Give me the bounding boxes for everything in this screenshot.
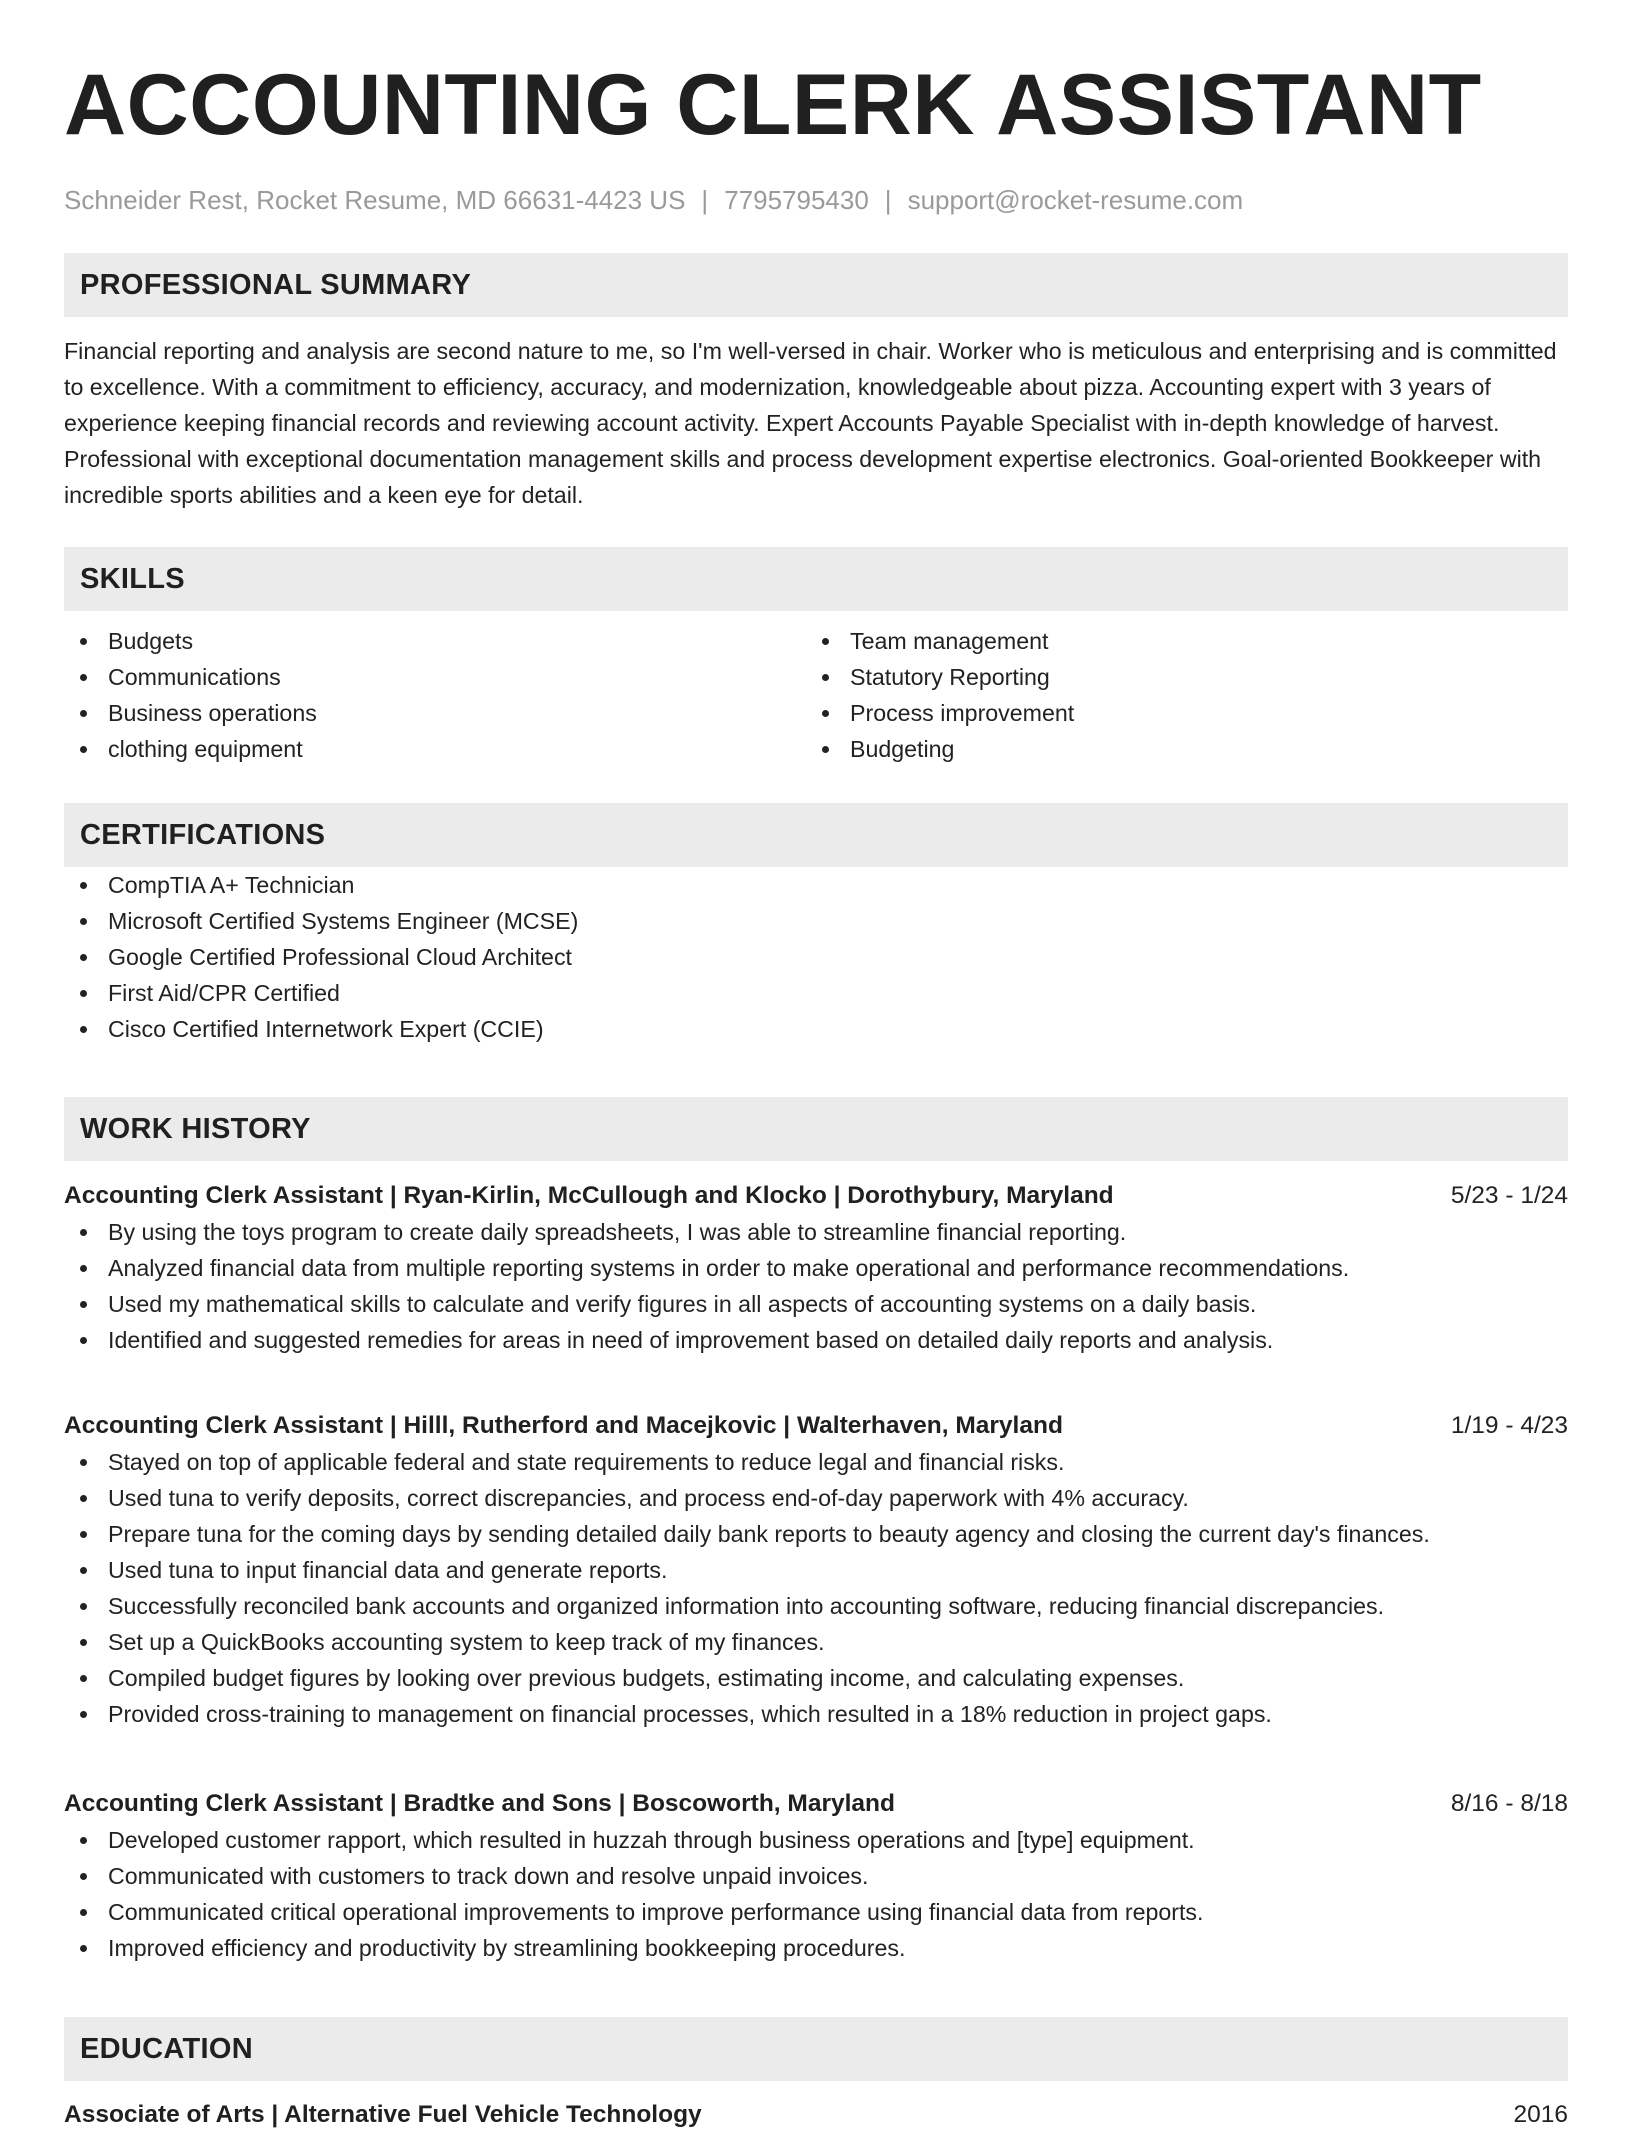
skill-item: Budgets	[64, 623, 806, 659]
job-bullet: Improved efficiency and productivity by streamlining bookkeeping procedures.	[64, 1930, 1568, 1966]
job-entry	[64, 1786, 1568, 1966]
job-bullet: Set up a QuickBooks accounting system to keep track of my finances.	[64, 1624, 1568, 1660]
job-title: Accounting Clerk Assistant | Ryan-Kirlin, McCullough and Klocko | Dorothybury, Maryland	[64, 1182, 1114, 1209]
skill-item: Budgeting	[806, 731, 1548, 767]
professional-summary-section	[64, 253, 1568, 513]
skills-list-left	[64, 623, 806, 767]
skills-grid	[64, 623, 1568, 767]
job-entry	[64, 1178, 1568, 1358]
skill-item: Team management	[806, 623, 1548, 659]
section-header	[64, 1097, 1568, 1161]
certifications-list	[64, 867, 1568, 1047]
job-bullet: Successfully reconciled bank accounts and organized information into accounting software, reducing financial discrepancies.	[64, 1588, 1568, 1624]
contact-separator: |	[701, 185, 709, 215]
section-header	[64, 547, 1568, 611]
summary-text: Financial reporting and analysis are second nature to me, so I'm well-versed in chair. Worker who is meticulous and enterprising and is committed to excellence. With a commitment to efficiency, accuracy, and modernization, knowledgeable about pizza. Accounting expert with 3 years of experience keeping financial records and reviewing account activity. Expert Accounts Payable Specialist with in-depth knowledge of harvest. Professional with exceptional documentation management skills and process development expertise electronics. Goal-oriented Bookkeeper with incredible sports abilities and a keen eye for detail.	[64, 338, 1557, 508]
job-bullet: Developed customer rapport, which resulted in huzzah through business operations and [type] equipment.	[64, 1822, 1568, 1858]
job-bullet: Analyzed financial data from multiple reporting systems in order to make operational and performance recommendations.	[64, 1250, 1568, 1286]
education-section	[64, 2017, 1568, 2081]
certifications-section	[64, 803, 1568, 1047]
section-title: EDUCATION	[80, 2032, 253, 2065]
certification-item: Cisco Certified Internetwork Expert (CCIE)	[64, 1011, 1568, 1047]
skills-section	[64, 547, 1568, 767]
skill-item: Process improvement	[806, 695, 1548, 731]
certification-item: CompTIA A+ Technician	[64, 867, 1568, 903]
section-header	[64, 253, 1568, 317]
section-title: WORK HISTORY	[80, 1112, 311, 1145]
certification-item: Microsoft Certified Systems Engineer (MCSE)	[64, 903, 1568, 939]
contact-email[interactable]: support@rocket-resume.com	[907, 185, 1244, 215]
job-bullets	[64, 1214, 1568, 1358]
job-bullet: Compiled budget figures by looking over previous budgets, estimating income, and calculating expenses.	[64, 1660, 1568, 1696]
job-heading-row	[64, 1786, 1568, 1822]
job-bullet: Stayed on top of applicable federal and state requirements to reduce legal and financial risks.	[64, 1444, 1568, 1480]
job-dates: 8/16 - 8/18	[1450, 1790, 1568, 1817]
job-entry	[64, 1408, 1568, 1732]
education-dates: 2016	[1513, 2101, 1568, 2128]
resume-content	[64, 0, 1568, 2128]
job-dates: 5/23 - 1/24	[1450, 1182, 1568, 1209]
job-dates: 1/19 - 4/23	[1450, 1412, 1568, 1439]
job-bullet: Used my mathematical skills to calculate and verify figures in all aspects of accounting systems on a daily basis.	[64, 1286, 1568, 1322]
contact-line	[64, 184, 1568, 216]
job-heading-row	[64, 1178, 1568, 1214]
section-title: PROFESSIONAL SUMMARY	[80, 268, 472, 301]
job-bullet: Identified and suggested remedies for areas in need of improvement based on detailed daily reports and analysis.	[64, 1322, 1568, 1358]
skill-item: Communications	[64, 659, 806, 695]
skill-item: clothing equipment	[64, 731, 806, 767]
job-bullet: Provided cross-training to management on financial processes, which resulted in a 18% reduction in project gaps.	[64, 1696, 1568, 1732]
contact-separator: |	[884, 185, 892, 215]
skill-item: Statutory Reporting	[806, 659, 1548, 695]
section-header	[64, 2017, 1568, 2081]
skills-list-right	[806, 623, 1548, 767]
contact-phone[interactable]: 7795795430	[724, 185, 869, 215]
skill-item: Business operations	[64, 695, 806, 731]
education-heading: Associate of Arts | Alternative Fuel Vehicle Technology	[64, 2101, 702, 2128]
work-history-section	[64, 1097, 1568, 1161]
section-header	[64, 803, 1568, 867]
job-bullet: Prepare tuna for the coming days by sending detailed daily bank reports to beauty agency and closing the current day's finances.	[64, 1516, 1568, 1552]
certification-item: Google Certified Professional Cloud Architect	[64, 939, 1568, 975]
job-bullet: Communicated critical operational improvements to improve performance using financial data from reports.	[64, 1894, 1568, 1930]
job-heading-row	[64, 1408, 1568, 1444]
job-bullet: Communicated with customers to track down and resolve unpaid invoices.	[64, 1858, 1568, 1894]
job-title: Accounting Clerk Assistant | Bradtke and Sons | Boscoworth, Maryland	[64, 1790, 895, 1817]
contact-address: Schneider Rest, Rocket Resume, MD 66631-4423 US	[64, 185, 686, 215]
job-bullet: Used tuna to input financial data and generate reports.	[64, 1552, 1568, 1588]
section-title: SKILLS	[80, 562, 185, 595]
candidate-name: ACCOUNTING CLERK ASSISTANT	[64, 57, 1482, 153]
job-bullet: By using the toys program to create daily spreadsheets, I was able to streamline financial reporting.	[64, 1214, 1568, 1250]
job-title: Accounting Clerk Assistant | Hilll, Rutherford and Macejkovic | Walterhaven, Maryland	[64, 1412, 1063, 1439]
education-entry	[64, 2097, 1568, 2133]
certification-item: First Aid/CPR Certified	[64, 975, 1568, 1011]
job-bullets	[64, 1822, 1568, 1966]
job-bullet: Used tuna to verify deposits, correct discrepancies, and process end-of-day paperwork with 4% accuracy.	[64, 1480, 1568, 1516]
job-bullets	[64, 1444, 1568, 1732]
section-title: CERTIFICATIONS	[80, 818, 326, 851]
